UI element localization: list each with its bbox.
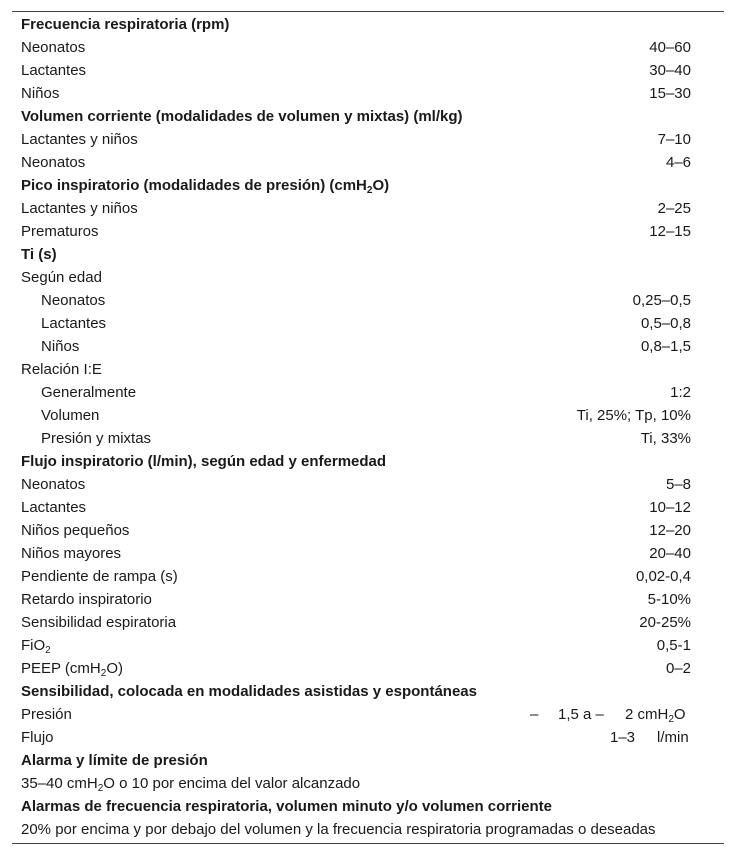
presion-unit-subscript: 2 <box>668 714 674 725</box>
row-value: 0,02-0,4 <box>635 568 691 585</box>
row-value: 4–6 <box>665 154 691 171</box>
row-label: Neonatos <box>41 292 106 309</box>
section-header: Volumen corriente (modalidades de volumen y mixtas) (ml/kg) <box>21 108 463 125</box>
row-label: Generalmente <box>41 384 137 401</box>
row-label: Lactantes <box>21 62 87 79</box>
section-header: Frecuencia respiratoria (rpm) <box>21 16 230 33</box>
section-header: Alarma y límite de presión <box>21 752 208 769</box>
table-row <box>12 220 724 243</box>
table-row <box>12 197 724 220</box>
row-value: 0,5–0,8 <box>640 315 691 332</box>
table-row <box>12 59 724 82</box>
table-row <box>12 772 724 795</box>
row-label: Niños mayores <box>21 545 122 562</box>
row-value: 5–8 <box>665 476 691 493</box>
row-value: 5-10% <box>647 591 691 608</box>
section-header: Sensibilidad, colocada en modalidades asistidas y espontáneas <box>21 683 477 700</box>
section-header-row <box>12 105 724 128</box>
table-row <box>12 266 724 289</box>
row-label: Sensibilidad espiratoria <box>21 614 177 631</box>
label-subscript: 2 <box>100 668 107 679</box>
row-value: 15–30 <box>649 85 691 102</box>
row-value: 0–2 <box>665 660 691 677</box>
row-label: Volumen <box>41 407 100 424</box>
label-subscript: 2 <box>366 185 373 196</box>
row-label: Relación I:E <box>21 361 102 378</box>
row-label <box>21 772 360 795</box>
row-label: Flujo <box>21 729 54 746</box>
table-row <box>12 818 724 841</box>
row-value: 7–10 <box>657 131 691 148</box>
label-subscript: 2 <box>45 645 51 656</box>
row-label: Niños <box>41 338 80 355</box>
row-label: Prematuros <box>21 223 99 240</box>
row-value: 0,25–0,5 <box>632 292 691 309</box>
flujo-value: 1–3 <box>610 729 636 746</box>
label-text: 35–40 cmH <box>21 775 98 792</box>
section-header-row <box>12 749 724 772</box>
row-label <box>21 634 51 657</box>
table-row <box>12 496 724 519</box>
table-row <box>12 312 724 335</box>
row-value: 20–40 <box>649 545 691 562</box>
table-row <box>12 473 724 496</box>
section-header-row <box>12 13 724 36</box>
row-label: Neonatos <box>21 154 86 171</box>
row-label: Lactantes <box>41 315 107 332</box>
table-row <box>12 634 724 657</box>
row-value: Ti, 33% <box>640 430 691 447</box>
table-row <box>12 519 724 542</box>
row-value: 0,5-1 <box>656 637 691 654</box>
row-label: Niños <box>21 85 60 102</box>
row-label: 20% por encima y por debajo del volumen y la frecuencia respiratoria programadas o deseadas <box>21 821 656 838</box>
table-row <box>12 611 724 634</box>
row-label: Presión y mixtas <box>41 430 152 447</box>
label-text: FiO <box>21 637 46 654</box>
table-row <box>12 151 724 174</box>
row-value: 0,8–1,5 <box>640 338 691 355</box>
row-value: 1:2 <box>670 384 691 401</box>
label-text: Pico inspiratorio (modalidades de presión) (cmH <box>21 177 367 194</box>
section-header: Alarmas de frecuencia respiratoria, volumen minuto y/o volumen corriente <box>21 798 552 815</box>
table-row <box>12 36 724 59</box>
label-text-after: O o 10 por encima del valor alcanzado <box>103 775 361 792</box>
row-label: Neonatos <box>21 476 86 493</box>
table-row <box>12 427 724 450</box>
row-value: 12–20 <box>649 522 691 539</box>
table-row <box>12 565 724 588</box>
table-row <box>12 588 724 611</box>
row-value: 12–15 <box>649 223 691 240</box>
row-value: 10–12 <box>649 499 691 516</box>
table-row <box>12 358 724 381</box>
label-text-after: O) <box>106 660 123 677</box>
row-value: 2–25 <box>657 200 691 217</box>
row-label: Según edad <box>21 269 102 286</box>
row-label: Lactantes y niños <box>21 200 138 217</box>
section-header-row <box>12 795 724 818</box>
table-row <box>12 289 724 312</box>
presion-unit-text: 2 cmH <box>625 706 669 723</box>
row-label: Retardo inspiratorio <box>21 591 152 608</box>
row-label <box>21 657 123 680</box>
section-header-row <box>12 174 724 197</box>
section-header-row <box>12 450 724 473</box>
row-label: Lactantes y niños <box>21 131 138 148</box>
presion-unit-text-after: O <box>673 706 686 723</box>
table-row <box>12 703 724 726</box>
label-text: PEEP (cmH <box>21 660 101 677</box>
row-value: 40–60 <box>649 39 691 56</box>
label-subscript: 2 <box>97 783 104 794</box>
table-row <box>12 542 724 565</box>
section-header <box>21 174 389 197</box>
row-value: 20-25% <box>639 614 691 631</box>
row-label: Niños pequeños <box>21 522 130 539</box>
table-row <box>12 381 724 404</box>
presion-value-range: 1,5 a – <box>558 706 604 723</box>
section-header-row <box>12 243 724 266</box>
section-header: Flujo inspiratorio (l/min), según edad y enfermedad <box>21 453 387 470</box>
row-value: Ti, 25%; Tp, 10% <box>576 407 691 424</box>
presion-value-unit <box>625 703 686 726</box>
row-label: Neonatos <box>21 39 86 56</box>
row-label: Lactantes <box>21 499 87 516</box>
row-label: Presión <box>21 706 72 723</box>
table-row <box>12 657 724 680</box>
table-row <box>12 726 724 749</box>
row-value: 30–40 <box>649 62 691 79</box>
table-row <box>12 82 724 105</box>
table-row <box>12 128 724 151</box>
presion-value-dash: – <box>530 706 539 723</box>
section-header-row <box>12 680 724 703</box>
ventilation-parameters-table <box>12 11 724 844</box>
table-row <box>12 335 724 358</box>
flujo-unit: l/min <box>657 729 689 746</box>
label-text-after: O) <box>372 177 390 194</box>
section-header: Ti (s) <box>21 246 57 263</box>
row-label: Pendiente de rampa (s) <box>21 568 178 585</box>
table-row <box>12 404 724 427</box>
